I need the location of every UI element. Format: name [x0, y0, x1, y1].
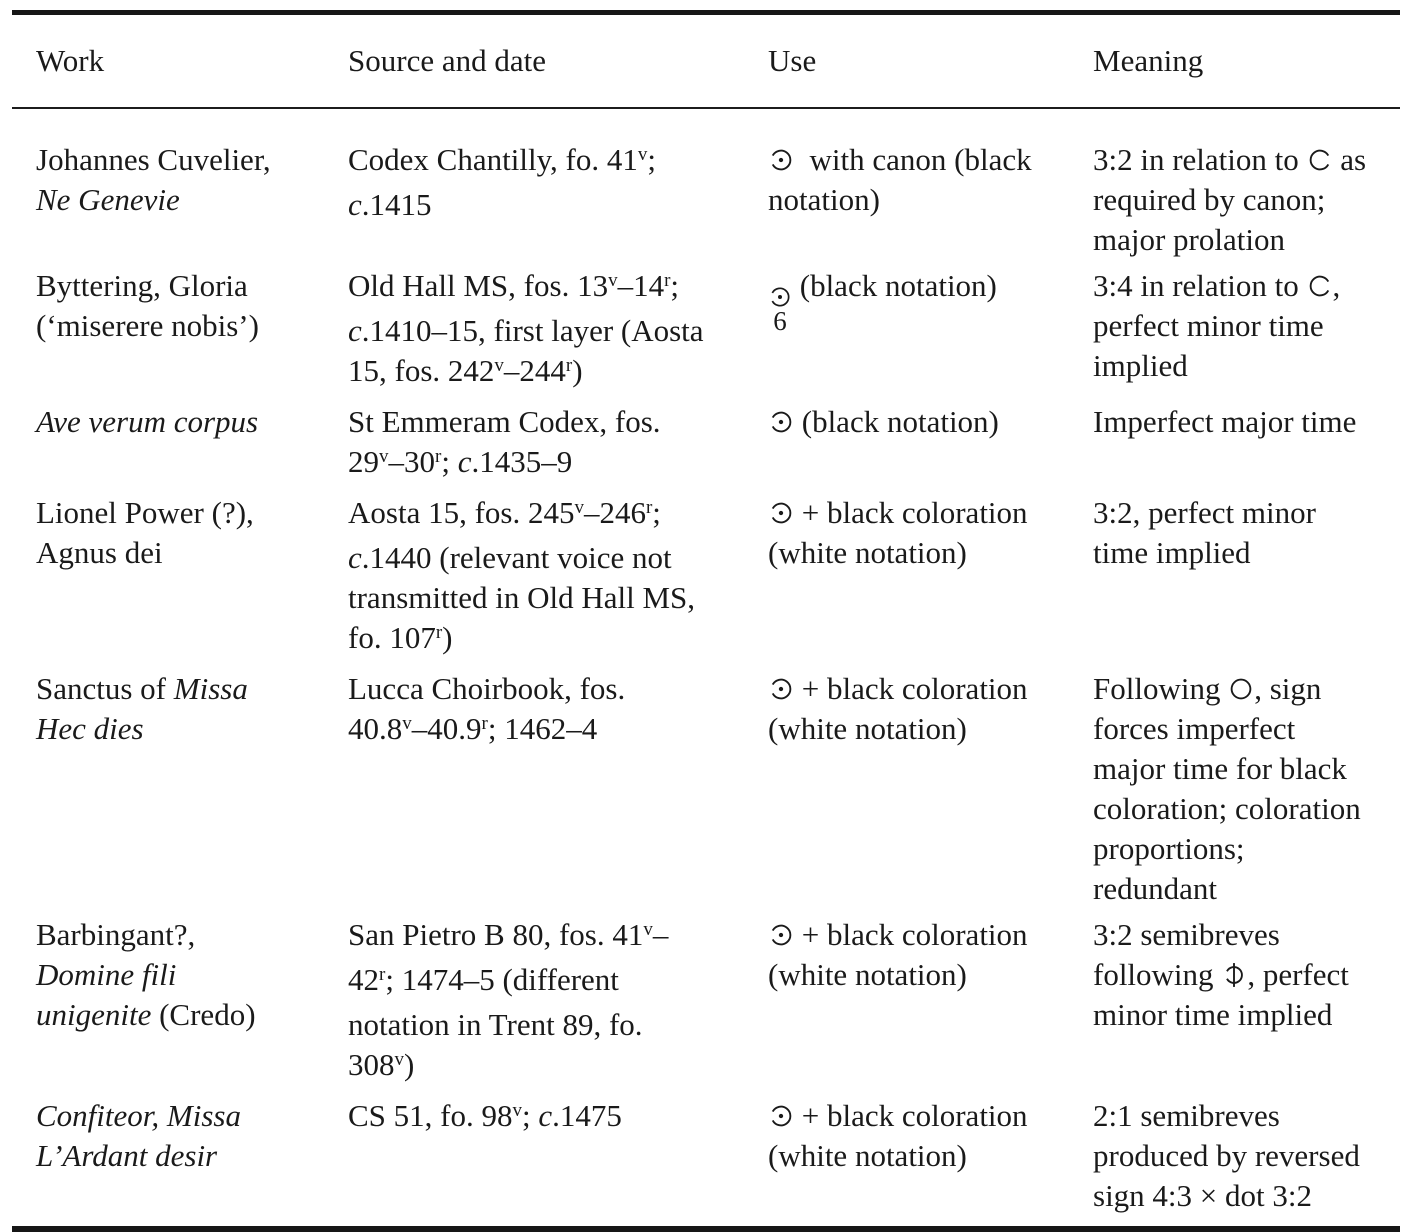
line: [36, 709, 348, 749]
text-segment: ;: [647, 142, 657, 177]
line: [1093, 1096, 1400, 1136]
text-segment: Ne Genevie: [36, 182, 180, 217]
line: [1093, 493, 1400, 533]
text-segment: major prolation: [1093, 222, 1285, 257]
text-segment: .1475: [552, 1098, 622, 1133]
text-segment: major time for black: [1093, 751, 1347, 786]
line: [348, 1096, 768, 1141]
line: [768, 493, 1093, 533]
cell-use: [768, 140, 1093, 260]
line: [36, 493, 348, 533]
superscript: v: [379, 446, 389, 467]
text-segment: ): [442, 620, 453, 655]
table-row: [12, 915, 1400, 1090]
line: [348, 266, 768, 311]
text-segment: transmitted in Old Hall MS,: [348, 580, 696, 615]
line: [36, 915, 348, 955]
text-segment: 308: [348, 1047, 395, 1082]
text-segment: unigenite: [36, 997, 152, 1032]
superscript: v: [608, 270, 618, 291]
text-segment: sign 4:3 × dot 3:2: [1093, 1178, 1312, 1213]
cell-meaning: [1093, 1096, 1400, 1216]
text-segment: 3:2 semibreves: [1093, 917, 1280, 952]
c-icon: [1307, 147, 1333, 173]
line: [768, 669, 1093, 709]
superscript: r: [664, 270, 671, 291]
text-segment: notation in Trent 89, fo.: [348, 1007, 643, 1042]
line: [1093, 955, 1400, 995]
cell-use: [768, 402, 1093, 487]
reversed-dotted-c-icon: [768, 922, 794, 948]
text-segment: perfect minor time: [1093, 308, 1324, 343]
line: [1093, 669, 1400, 709]
text-segment: 2:1 semibreves: [1093, 1098, 1280, 1133]
text-segment: forces imperfect: [1093, 711, 1296, 746]
reversed-dotted-c-icon: [768, 676, 794, 702]
reversed-dotted-c-icon: [768, 409, 794, 435]
text-segment: Lucca Choirbook, fos.: [348, 671, 626, 706]
text-segment: c: [457, 444, 472, 479]
text-segment: Following: [1093, 671, 1229, 706]
text-segment: c: [348, 540, 362, 575]
text-segment: .1435–9: [471, 444, 573, 479]
text-segment: required by canon;: [1093, 182, 1326, 217]
cell-work: [36, 493, 348, 663]
line: [1093, 220, 1400, 260]
cell-work: [36, 915, 348, 1090]
line: [768, 180, 1093, 220]
line: [768, 140, 1093, 180]
table-header: [12, 15, 1400, 109]
reversed-dotted-c-icon: [768, 500, 794, 526]
text-segment: San Pietro B 80, fos. 41: [348, 917, 644, 952]
text-segment: produced by reversed: [1093, 1138, 1360, 1173]
text-segment: notation): [768, 182, 880, 217]
text-segment: following: [1093, 957, 1222, 992]
line: [348, 185, 768, 225]
line: [1093, 306, 1400, 346]
line: [1093, 749, 1400, 789]
table-row: [12, 669, 1400, 909]
superscript: v: [394, 1049, 404, 1070]
text-segment: with canon (black: [794, 142, 1032, 177]
text-segment: Imperfect major time: [1093, 404, 1357, 439]
cell-use: [768, 1096, 1093, 1216]
cell-meaning: [1093, 266, 1400, 396]
cell-work: [36, 1096, 348, 1216]
column-header-source-and-date: Source and date: [348, 43, 546, 78]
cell-meaning: [1093, 402, 1400, 487]
cut-c-icon: [1221, 962, 1247, 988]
superscript: r: [435, 622, 443, 643]
cell-meaning: [1093, 915, 1400, 1090]
text-segment: ;: [670, 268, 680, 303]
text-segment: Aosta 15, fos. 245: [348, 495, 575, 530]
text-segment: –30: [388, 444, 435, 479]
text-segment: ): [572, 353, 583, 388]
table-row: [12, 266, 1400, 396]
text-segment: Codex Chantilly, fo. 41: [348, 142, 638, 177]
text-segment: , perfect: [1247, 957, 1349, 992]
line: [348, 618, 768, 663]
text-segment: 29: [348, 444, 379, 479]
text-segment: ): [404, 1047, 415, 1082]
line: [348, 915, 768, 960]
text-segment: .1410–15, first layer (Aosta: [361, 313, 704, 348]
line: [36, 140, 348, 180]
superscript: v: [512, 1100, 522, 1121]
table-row: [12, 140, 1400, 260]
sign-numeral: 6: [773, 306, 787, 336]
line: [36, 180, 348, 220]
text-segment: redundant: [1093, 871, 1217, 906]
text-segment: CS 51, fo. 98: [348, 1098, 513, 1133]
text-segment: St Emmeram Codex, fos.: [348, 404, 661, 439]
line: [1093, 1176, 1400, 1216]
line: [348, 351, 768, 396]
text-segment: + black coloration: [794, 671, 1028, 706]
line: [36, 669, 348, 709]
cell-use: [768, 669, 1093, 909]
line: [768, 266, 1093, 336]
reversed-dotted-c-icon: [768, 147, 794, 173]
text-segment: Johannes Cuvelier,: [36, 142, 271, 177]
line: [1093, 1136, 1400, 1176]
text-segment: Confiteor, Missa: [36, 1098, 241, 1133]
line: [1093, 915, 1400, 955]
text-segment: 3:4 in relation to: [1093, 268, 1307, 303]
cell-use: [768, 493, 1093, 663]
c-icon: [1307, 273, 1333, 299]
text-segment: + black coloration: [794, 495, 1028, 530]
text-segment: 3:2 in relation to: [1093, 142, 1307, 177]
line: [1093, 140, 1400, 180]
cell-work: [36, 266, 348, 396]
reversed-dotted-c-over-6-icon: [768, 285, 792, 336]
table-row: [12, 1096, 1400, 1216]
mensuration-signs-table: [12, 10, 1400, 1232]
text-segment: Byttering, Gloria: [36, 268, 248, 303]
line: [768, 1096, 1093, 1136]
line: [348, 442, 768, 487]
text-segment: ; 1474–5 (different: [385, 962, 619, 997]
text-segment: Sanctus of: [36, 671, 174, 706]
text-segment: coloration; coloration: [1093, 791, 1361, 826]
superscript: v: [643, 919, 653, 940]
text-segment: .1440 (relevant voice not: [361, 540, 672, 575]
cell-meaning: [1093, 669, 1400, 909]
text-segment: Barbingant?,: [36, 917, 196, 952]
superscript: v: [494, 355, 504, 376]
text-segment: (white notation): [768, 1138, 967, 1173]
text-segment: –14: [617, 268, 665, 303]
cell-source: [348, 266, 768, 396]
text-segment: 42: [348, 962, 379, 997]
table-body: [12, 109, 1400, 1226]
text-segment: c: [348, 313, 362, 348]
reversed-dotted-c-icon: [768, 1103, 794, 1129]
text-segment: –246: [583, 495, 646, 530]
line: [36, 533, 348, 573]
text-segment: (black notation): [792, 268, 997, 303]
line: [1093, 266, 1400, 306]
table-row: [12, 402, 1400, 487]
cell-meaning: [1093, 493, 1400, 663]
line: [768, 402, 1093, 442]
line: [1093, 709, 1400, 749]
line: [36, 1136, 348, 1176]
cell-work: [36, 140, 348, 260]
line: [36, 995, 348, 1035]
line: [348, 960, 768, 1005]
text-segment: (black notation): [794, 404, 999, 439]
text-segment: ,: [1332, 268, 1341, 303]
text-segment: .1415: [361, 187, 432, 222]
line: [768, 533, 1093, 573]
line: [1093, 346, 1400, 386]
text-segment: (‘miserere nobis’): [36, 308, 259, 343]
line: [1093, 402, 1400, 442]
text-segment: ;: [652, 495, 661, 530]
superscript: r: [481, 713, 488, 734]
cell-use: [768, 266, 1093, 396]
text-segment: Lionel Power (?),: [36, 495, 254, 530]
text-segment: (white notation): [768, 957, 967, 992]
cell-use: [768, 915, 1093, 1090]
text-segment: 3:2, perfect minor: [1093, 495, 1316, 530]
line: [1093, 829, 1400, 869]
line: [1093, 869, 1400, 909]
text-segment: 40.8: [348, 711, 403, 746]
text-segment: , sign: [1254, 671, 1322, 706]
line: [36, 306, 348, 346]
text-segment: Agnus dei: [36, 535, 163, 570]
text-segment: + black coloration: [794, 917, 1028, 952]
superscript: v: [402, 713, 412, 734]
text-segment: Ave verum corpus: [36, 404, 259, 439]
column-header-work: Work: [36, 43, 105, 78]
line: [1093, 995, 1400, 1035]
line: [1093, 533, 1400, 573]
text-segment: L’Ardant desir: [36, 1138, 218, 1173]
text-segment: + black coloration: [794, 1098, 1028, 1133]
line: [348, 1005, 768, 1045]
superscript: r: [379, 964, 386, 985]
superscript: v: [637, 144, 648, 165]
text-segment: –: [652, 917, 669, 952]
o-icon: [1228, 676, 1254, 702]
line: [1093, 180, 1400, 220]
text-segment: c: [538, 1098, 553, 1133]
superscript: v: [574, 497, 584, 518]
text-segment: c: [348, 187, 362, 222]
superscript: r: [435, 446, 442, 467]
column-header-use: Use: [768, 43, 817, 78]
text-segment: ; 1462–4: [487, 711, 598, 746]
cell-source: [348, 1096, 768, 1216]
line: [1093, 789, 1400, 829]
text-segment: time implied: [1093, 535, 1251, 570]
line: [36, 955, 348, 995]
text-segment: Hec dies: [36, 711, 144, 746]
cell-source: [348, 669, 768, 909]
cell-source: [348, 915, 768, 1090]
line: [36, 1096, 348, 1136]
line: [768, 915, 1093, 955]
superscript: r: [645, 497, 653, 518]
text-segment: (white notation): [768, 535, 967, 570]
text-segment: Domine fili: [36, 957, 177, 992]
text-segment: (white notation): [768, 711, 967, 746]
table-row: [12, 493, 1400, 663]
line: [768, 1136, 1093, 1176]
cell-meaning: [1093, 140, 1400, 260]
superscript: r: [565, 355, 573, 376]
line: [768, 709, 1093, 749]
line: [348, 709, 768, 754]
line: [768, 955, 1093, 995]
cell-work: [36, 402, 348, 487]
cell-source: [348, 402, 768, 487]
line: [348, 402, 768, 442]
cell-source: [348, 140, 768, 260]
text-segment: 15, fos. 242: [348, 353, 495, 388]
text-segment: Old Hall MS, fos. 13: [348, 268, 609, 303]
text-segment: ;: [441, 444, 458, 479]
line: [36, 402, 348, 442]
line: [348, 311, 768, 351]
text-segment: implied: [1093, 348, 1188, 383]
text-segment: –40.9: [411, 711, 482, 746]
line: [348, 578, 768, 618]
text-segment: proportions;: [1093, 831, 1245, 866]
text-segment: minor time implied: [1093, 997, 1333, 1032]
line: [36, 266, 348, 306]
cell-work: [36, 669, 348, 909]
text-segment: Missa: [173, 671, 248, 706]
line: [348, 493, 768, 538]
column-header-meaning: Meaning: [1093, 43, 1204, 78]
text-segment: fo. 107: [348, 620, 436, 655]
text-segment: (Credo): [151, 997, 256, 1032]
line: [348, 538, 768, 578]
text-segment: –244: [503, 353, 566, 388]
line: [348, 140, 768, 185]
text-segment: ;: [522, 1098, 539, 1133]
cell-source: [348, 493, 768, 663]
line: [348, 669, 768, 709]
text-segment: as: [1332, 142, 1367, 177]
line: [348, 1045, 768, 1090]
